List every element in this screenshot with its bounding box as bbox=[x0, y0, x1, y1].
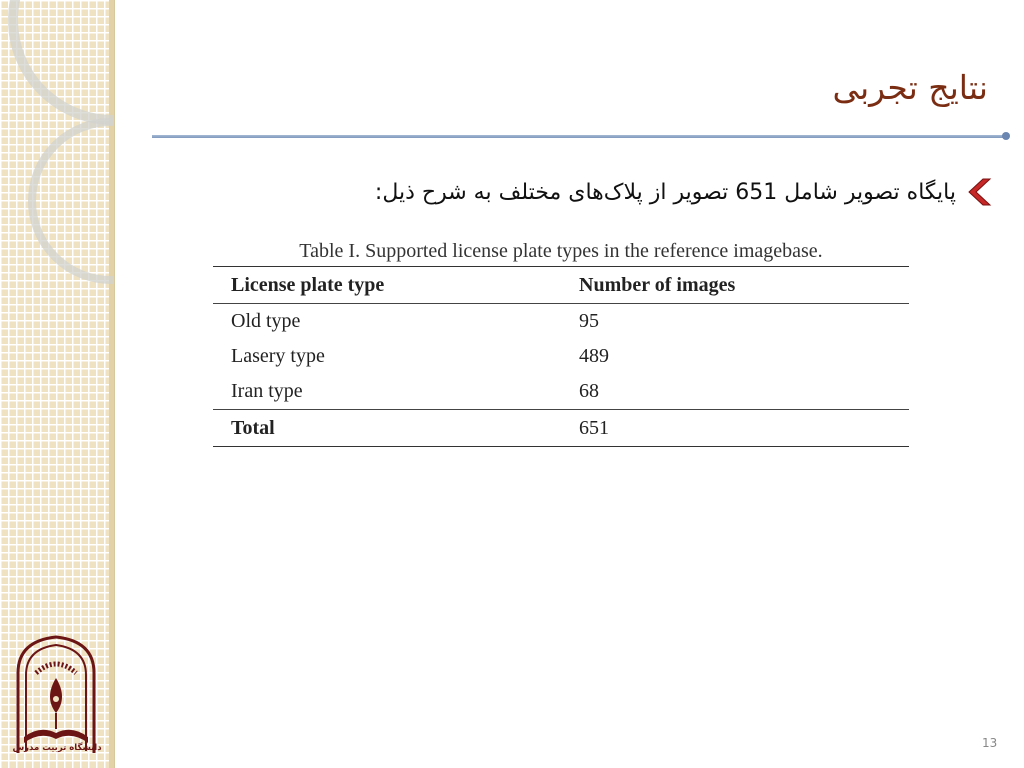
license-plate-table bbox=[213, 266, 909, 447]
decorative-arc bbox=[8, 0, 115, 125]
university-name: دانشگاه تربیت مدرس bbox=[12, 743, 102, 753]
image-count-cell: 68 bbox=[579, 380, 599, 402]
table-row bbox=[213, 304, 909, 340]
column-header: Number of images bbox=[561, 267, 909, 304]
chevron-left-icon bbox=[966, 176, 994, 208]
page-number: 13 bbox=[982, 736, 998, 750]
decorative-arc bbox=[28, 118, 115, 284]
bullet-text: پایگاه تصویر شامل 651 تصویر از پلاک‌های مختلف به شرح ذیل: bbox=[374, 179, 956, 205]
table-row bbox=[213, 374, 909, 410]
plate-type-cell: Lasery type bbox=[231, 345, 325, 367]
image-count-cell: 489 bbox=[579, 345, 609, 367]
total-value: 651 bbox=[561, 410, 909, 447]
table-caption: Table I. Supported license plate types in the reference imagebase. bbox=[299, 240, 823, 262]
bullet-point bbox=[375, 172, 994, 212]
table-header-row bbox=[213, 267, 909, 304]
plate-type-cell: Iran type bbox=[231, 380, 303, 402]
plate-type-cell: Old type bbox=[231, 310, 301, 332]
table-row bbox=[213, 339, 909, 374]
image-count-cell: 95 bbox=[579, 310, 599, 332]
column-header: License plate type bbox=[213, 267, 561, 304]
table-total-row bbox=[213, 410, 909, 447]
data-table-figure bbox=[213, 236, 909, 447]
title-divider-dot bbox=[1002, 132, 1010, 140]
slide-title: نتایج تجربی bbox=[832, 68, 988, 107]
university-emblem-icon bbox=[6, 633, 106, 758]
total-label: Total bbox=[213, 410, 561, 447]
title-divider bbox=[152, 135, 1004, 138]
decorative-sidebar bbox=[0, 0, 115, 768]
